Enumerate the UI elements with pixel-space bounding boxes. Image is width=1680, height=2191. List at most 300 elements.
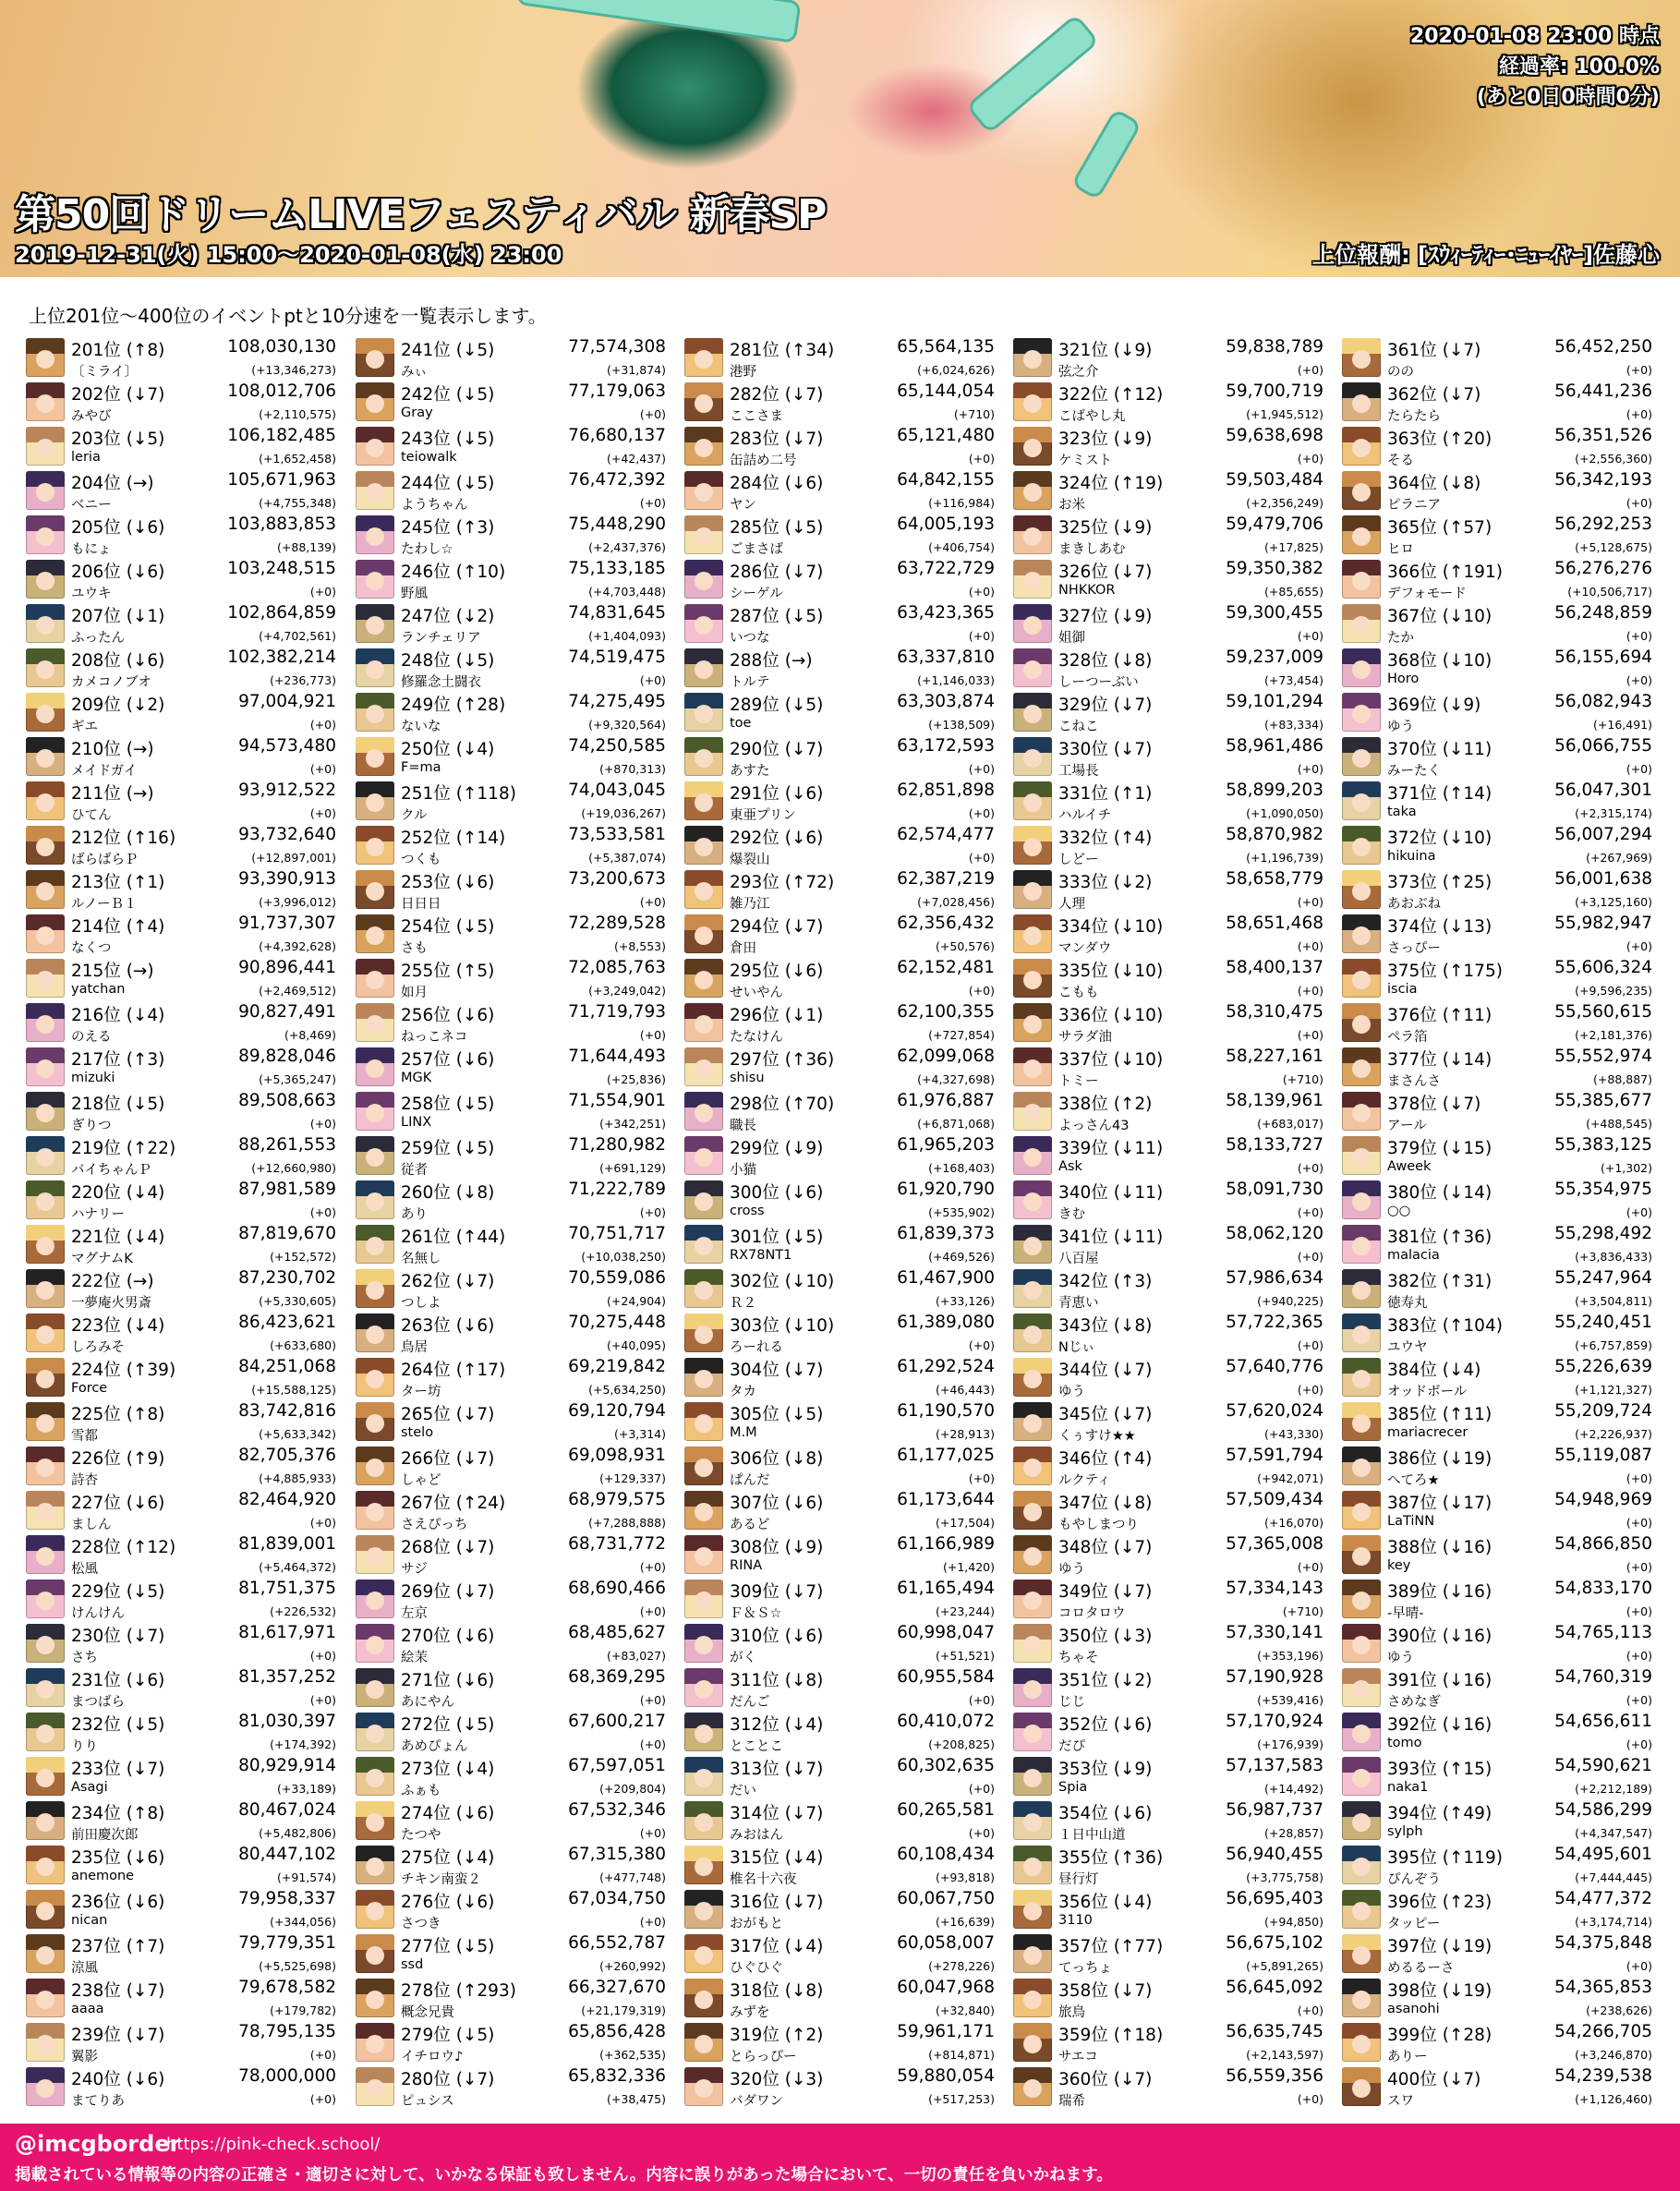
- avatar: [684, 737, 723, 776]
- ten-minute-speed: (+0): [1626, 1959, 1652, 1973]
- ranking-row: [24, 1223, 340, 1267]
- player-name: コロタロウ: [1058, 1606, 1126, 1621]
- ten-minute-speed: (+5,891,265): [1246, 1959, 1323, 1973]
- ranking-column: [1340, 336, 1656, 2110]
- event-points: 55,552,974: [1554, 1047, 1652, 1066]
- avatar: [356, 1180, 394, 1219]
- ten-minute-speed: (+83,027): [607, 1649, 666, 1663]
- event-points: 62,356,432: [897, 914, 995, 933]
- avatar: [26, 693, 65, 732]
- rank-label: 226位 (↑9): [71, 1449, 165, 1469]
- avatar-face: [1352, 1104, 1371, 1122]
- player-name: ろーれる: [730, 1340, 783, 1355]
- event-points: 57,986,634: [1226, 1268, 1323, 1288]
- avatar-face: [1023, 1813, 1042, 1832]
- avatar-face: [1352, 882, 1371, 901]
- ten-minute-speed: (+0): [309, 2092, 336, 2106]
- avatar-face: [36, 1059, 54, 1078]
- ranking-row: [1011, 1489, 1327, 1533]
- avatar: [684, 382, 723, 421]
- avatar: [26, 870, 65, 909]
- event-points: 55,226,639: [1554, 1357, 1652, 1376]
- avatar-face: [1023, 1148, 1042, 1167]
- avatar-face: [366, 572, 384, 590]
- player-name: ギエ: [71, 720, 98, 734]
- avatar-face: [695, 1813, 713, 1832]
- avatar-face: [1023, 1281, 1042, 1300]
- footer-url[interactable]: https://pink-check.school/: [166, 2135, 381, 2154]
- avatar: [26, 1979, 65, 2017]
- avatar: [356, 1047, 394, 1086]
- event-points: 56,082,943: [1554, 692, 1652, 711]
- event-points: 81,030,397: [238, 1712, 336, 1731]
- player-name: てっちょ: [1058, 1961, 1112, 1976]
- rank-label: 312位 (↓4): [730, 1715, 824, 1735]
- rank-label: 376位 (↑11): [1387, 1006, 1493, 1025]
- ranking-row: [1340, 1179, 1656, 1223]
- rank-label: 210位 (→): [71, 740, 154, 759]
- ranking-row: [354, 1400, 670, 1445]
- rank-label: 222位 (→): [71, 1272, 154, 1291]
- event-points: 56,001,638: [1554, 869, 1652, 889]
- avatar-face: [695, 350, 713, 369]
- player-name: Gray: [401, 406, 433, 420]
- event-points: 63,172,593: [897, 736, 995, 756]
- rank-label: 235位 (↓6): [71, 1848, 165, 1868]
- player-name: 概念兄貴: [401, 2005, 454, 2020]
- ranking-row: [24, 1356, 340, 1400]
- rank-label: 258位 (↓5): [401, 1095, 495, 1114]
- ten-minute-speed: (+91,574): [277, 1870, 336, 1884]
- ranking-row: [1340, 1977, 1656, 2021]
- ranking-row: [354, 1179, 670, 1223]
- event-points: 97,004,921: [238, 692, 336, 711]
- ten-minute-speed: (+4,327,698): [917, 1072, 995, 1086]
- rank-label: 364位 (↓8): [1387, 474, 1481, 493]
- ranking-row: [683, 1489, 998, 1533]
- avatar-face: [366, 616, 384, 635]
- rank-label: 399位 (↑28): [1387, 2026, 1493, 2045]
- avatar: [26, 515, 65, 554]
- rank-label: 255位 (↑5): [401, 962, 495, 981]
- avatar-face: [366, 2035, 384, 2053]
- rank-label: 392位 (↓16): [1387, 1715, 1493, 1735]
- ranking-row: [24, 868, 340, 913]
- avatar: [1342, 1313, 1381, 1352]
- player-name: ふぁも: [401, 1784, 441, 1798]
- avatar: [1013, 870, 1052, 909]
- rank-label: 359位 (↑18): [1058, 2026, 1164, 2045]
- ten-minute-speed: (+942,071): [1257, 1471, 1323, 1485]
- avatar-face: [1352, 1680, 1371, 1699]
- avatar-face: [695, 1414, 713, 1433]
- rank-label: 307位 (↓6): [730, 1494, 824, 1513]
- event-points: 56,559,356: [1226, 2066, 1323, 2086]
- event-points: 74,043,045: [568, 781, 666, 800]
- ten-minute-speed: (+710): [1282, 1072, 1323, 1086]
- rank-label: 331位 (↑1): [1058, 784, 1153, 804]
- player-name: マンダウ: [1058, 941, 1112, 956]
- player-name: あり: [401, 1207, 428, 1222]
- rank-label: 400位 (↓7): [1387, 2070, 1481, 2089]
- avatar: [356, 1269, 394, 1308]
- avatar: [1342, 1358, 1381, 1397]
- avatar-face: [36, 1503, 54, 1521]
- avatar: [26, 1092, 65, 1131]
- ranking-row: [354, 1445, 670, 1489]
- event-points: 77,179,063: [568, 381, 666, 401]
- ranking-row: [1011, 1267, 1327, 1312]
- avatar: [26, 1047, 65, 1086]
- avatar: [26, 1846, 65, 1884]
- ranking-row: [24, 780, 340, 824]
- ranking-row: [354, 1977, 670, 2021]
- event-points: 55,247,964: [1554, 1268, 1652, 1288]
- ranking-row: [24, 1090, 340, 1134]
- ranking-row: [683, 780, 998, 824]
- avatar: [1013, 1180, 1052, 1219]
- avatar: [1013, 2023, 1052, 2062]
- rank-label: 267位 (↑24): [401, 1494, 506, 1513]
- avatar-face: [36, 1680, 54, 1699]
- player-name: malacia: [1387, 1248, 1440, 1263]
- ten-minute-speed: (+0): [1626, 1516, 1652, 1530]
- player-name: きむ: [1058, 1207, 1085, 1222]
- event-points: 81,751,375: [238, 1579, 336, 1598]
- avatar-face: [1023, 616, 1042, 635]
- avatar: [684, 338, 723, 377]
- player-name: しーつーぶい: [1058, 675, 1139, 690]
- player-name: 修羅念土闘衣: [401, 675, 481, 690]
- player-name: みぃ: [401, 365, 428, 380]
- avatar-face: [1352, 1059, 1371, 1078]
- rank-label: 325位 (↓9): [1058, 518, 1153, 538]
- rank-label: 279位 (↓5): [401, 2026, 495, 2045]
- avatar-face: [36, 1148, 54, 1167]
- ranking-row: [24, 1888, 340, 1932]
- rank-label: 203位 (↓5): [71, 430, 165, 449]
- event-points: 81,617,971: [238, 1623, 336, 1642]
- player-name: 工場長: [1058, 764, 1099, 779]
- avatar: [1342, 1890, 1381, 1929]
- avatar: [1013, 515, 1052, 554]
- rank-label: 330位 (↓7): [1058, 740, 1153, 759]
- ten-minute-speed: (+2,356,249): [1246, 496, 1323, 510]
- ten-minute-speed: (+2,556,360): [1575, 452, 1652, 466]
- avatar-face: [1352, 616, 1371, 635]
- ranking-row: [1011, 425, 1327, 469]
- ranking-row: [1340, 647, 1656, 691]
- ranking-row: [354, 868, 670, 913]
- avatar: [684, 826, 723, 865]
- ten-minute-speed: (+168,403): [928, 1161, 995, 1175]
- avatar: [684, 1535, 723, 1574]
- player-name: みやび: [71, 409, 112, 424]
- ten-minute-speed: (+5,634,250): [588, 1383, 666, 1397]
- avatar-face: [1023, 2079, 1042, 2098]
- player-name: 東亜プリン: [730, 808, 796, 823]
- ranking-row: [1011, 514, 1327, 558]
- event-points: 71,644,493: [568, 1047, 666, 1066]
- ten-minute-speed: (+6,757,859): [1575, 1338, 1652, 1352]
- ten-minute-speed: (+3,174,714): [1575, 1915, 1652, 1929]
- event-points: 62,574,477: [897, 825, 995, 844]
- avatar-face: [1023, 394, 1042, 413]
- ranking-column: [1011, 336, 1327, 2110]
- avatar-face: [1023, 1459, 1042, 1477]
- ranking-row: [24, 469, 340, 514]
- avatar: [1013, 1979, 1052, 2017]
- avatar: [356, 693, 394, 732]
- event-points: 67,532,346: [568, 1800, 666, 1820]
- rank-label: 358位 (↓7): [1058, 1981, 1153, 2001]
- ranking-row: [683, 1312, 998, 1356]
- avatar-face: [695, 2035, 713, 2053]
- ten-minute-speed: (+0): [1297, 895, 1323, 909]
- rank-label: 327位 (↓9): [1058, 607, 1153, 626]
- avatar-face: [1352, 926, 1371, 945]
- avatar-face: [1023, 1104, 1042, 1122]
- player-name: しろみそ: [71, 1340, 125, 1355]
- footer: [0, 2124, 1680, 2191]
- player-name: -早晴-: [1387, 1606, 1424, 1621]
- avatar-face: [36, 439, 54, 457]
- rank-label: 287位 (↓5): [730, 607, 824, 626]
- avatar-face: [1352, 1414, 1371, 1433]
- ten-minute-speed: (+691,129): [599, 1161, 666, 1175]
- event-points: 68,731,772: [568, 1534, 666, 1554]
- event-points: 57,640,776: [1226, 1357, 1323, 1376]
- rank-label: 348位 (↓7): [1058, 1538, 1153, 1557]
- ten-minute-speed: (+342,251): [599, 1117, 666, 1131]
- ranking-row: [1340, 1711, 1656, 1755]
- event-points: 58,139,961: [1226, 1091, 1323, 1110]
- avatar: [356, 648, 394, 687]
- ten-minute-speed: (+0): [639, 1604, 666, 1618]
- event-points: 61,839,373: [897, 1224, 995, 1243]
- rank-label: 280位 (↓7): [401, 2070, 495, 2089]
- avatar-face: [1352, 1459, 1371, 1477]
- avatar: [26, 826, 65, 865]
- player-name: ゆう: [1058, 1385, 1085, 1399]
- ten-minute-speed: (+88,139): [277, 540, 336, 554]
- rank-label: 212位 (↑16): [71, 829, 176, 848]
- avatar: [1013, 471, 1052, 510]
- rank-label: 249位 (↑28): [401, 696, 506, 715]
- ranking-row: [354, 1046, 670, 1090]
- rank-label: 273位 (↓4): [401, 1760, 495, 1779]
- avatar-face: [1352, 1858, 1371, 1876]
- ten-minute-speed: (+0): [309, 1117, 336, 1131]
- avatar: [1342, 1846, 1381, 1884]
- rank-label: 262位 (↓7): [401, 1272, 495, 1291]
- rank-label: 291位 (↓6): [730, 784, 824, 804]
- ten-minute-speed: (+116,984): [928, 496, 995, 510]
- ranking-row: [24, 1977, 340, 2021]
- avatar-face: [36, 1902, 54, 1920]
- player-name: そる: [1387, 454, 1414, 468]
- ten-minute-speed: (+1,302): [1600, 1161, 1652, 1175]
- rank-label: 385位 (↑11): [1387, 1405, 1493, 1424]
- ranking-row: [1340, 913, 1656, 957]
- player-name: 爆裂山: [730, 853, 770, 867]
- ten-minute-speed: (+93,818): [936, 1870, 995, 1884]
- event-points: 82,705,376: [238, 1446, 336, 1465]
- avatar: [1013, 737, 1052, 776]
- rank-label: 201位 (↑8): [71, 341, 165, 360]
- rank-label: 244位 (↓5): [401, 474, 495, 493]
- event-points: 59,350,382: [1226, 559, 1323, 578]
- ten-minute-speed: (+13,346,273): [251, 363, 336, 377]
- player-name: 昼行灯: [1058, 1872, 1099, 1887]
- rank-label: 286位 (↓7): [730, 563, 824, 582]
- event-points: 72,289,528: [568, 914, 666, 933]
- ten-minute-speed: (+73,454): [1264, 673, 1323, 687]
- avatar-face: [366, 1946, 384, 1965]
- ranking-row: [24, 957, 340, 1001]
- avatar: [1013, 826, 1052, 865]
- player-name: マグナムK: [71, 1252, 133, 1266]
- rank-label: 272位 (↓5): [401, 1715, 495, 1735]
- ten-minute-speed: (+38,475): [607, 2092, 666, 2106]
- avatar: [684, 2067, 723, 2106]
- event-points: 61,177,025: [897, 1446, 995, 1465]
- avatar: [26, 1890, 65, 1929]
- player-name: りり: [71, 1739, 98, 1754]
- rank-label: 329位 (↓7): [1058, 696, 1153, 715]
- ranking-row: [1011, 1445, 1327, 1489]
- footer-handle[interactable]: @imcgborder: [15, 2131, 181, 2157]
- rank-label: 396位 (↑23): [1387, 1893, 1493, 1912]
- rank-label: 284位 (↓6): [730, 474, 824, 493]
- rank-label: 374位 (↓13): [1387, 917, 1493, 937]
- ranking-row: [683, 1622, 998, 1666]
- event-points: 56,940,455: [1226, 1845, 1323, 1864]
- ranking-row: [1340, 381, 1656, 425]
- ranking-row: [1011, 1223, 1327, 1267]
- avatar: [1013, 1313, 1052, 1352]
- ten-minute-speed: (+32,840): [936, 2003, 995, 2017]
- ranking-row: [1011, 1001, 1327, 1046]
- ranking-row: [683, 1223, 998, 1267]
- player-name: ひぐひぐ: [730, 1961, 783, 1976]
- ranking-row: [1011, 868, 1327, 913]
- ten-minute-speed: (+0): [1626, 363, 1652, 377]
- event-points: 68,690,466: [568, 1579, 666, 1598]
- event-points: 102,864,859: [227, 603, 336, 623]
- avatar: [26, 914, 65, 953]
- rank-label: 389位 (↓16): [1387, 1582, 1493, 1602]
- avatar-face: [366, 1015, 384, 1034]
- avatar-face: [1023, 483, 1042, 502]
- avatar-face: [366, 483, 384, 502]
- avatar-face: [366, 350, 384, 369]
- event-points: 56,066,755: [1554, 736, 1652, 756]
- rank-label: 333位 (↓2): [1058, 873, 1153, 892]
- player-name: sylph: [1387, 1824, 1423, 1839]
- ten-minute-speed: (+0): [639, 1205, 666, 1219]
- rank-label: 393位 (↑15): [1387, 1760, 1493, 1779]
- ranking-row: [1011, 1666, 1327, 1711]
- event-points: 54,266,705: [1554, 2022, 1652, 2041]
- player-name: ヤン: [730, 498, 756, 513]
- player-name: ばらばらＰ: [71, 853, 139, 867]
- status-elapsed-rate: 経過率: 100.0%: [1498, 55, 1660, 79]
- avatar: [1342, 1225, 1381, 1264]
- avatar-face: [695, 882, 713, 901]
- ranking-row: [683, 469, 998, 514]
- avatar: [1342, 1269, 1381, 1308]
- avatar-face: [366, 1813, 384, 1832]
- avatar-face: [695, 483, 713, 502]
- ten-minute-speed: (+31,874): [607, 363, 666, 377]
- event-points: 56,645,092: [1226, 1978, 1323, 1997]
- avatar-face: [366, 1636, 384, 1654]
- avatar: [356, 471, 394, 510]
- avatar-face: [1023, 749, 1042, 768]
- avatar: [1013, 1402, 1052, 1441]
- ten-minute-speed: (+40,095): [607, 1338, 666, 1352]
- player-name: ねっこネコ: [401, 1030, 468, 1045]
- ranking-row: [24, 2021, 340, 2065]
- avatar: [1013, 1491, 1052, 1530]
- rank-label: 384位 (↓4): [1387, 1361, 1481, 1380]
- avatar-face: [1023, 1680, 1042, 1699]
- ranking-row: [1011, 1977, 1327, 2021]
- ranking-row: [24, 1400, 340, 1445]
- ranking-row: [1340, 336, 1656, 381]
- player-name: たか: [1387, 631, 1414, 646]
- avatar-face: [366, 749, 384, 768]
- avatar: [26, 1801, 65, 1840]
- player-name: ○○: [1387, 1204, 1411, 1218]
- player-name: ましん: [71, 1518, 112, 1532]
- event-points: 60,998,047: [897, 1623, 995, 1642]
- rank-label: 391位 (↓16): [1387, 1671, 1493, 1690]
- ten-minute-speed: (+0): [1626, 1205, 1652, 1219]
- event-points: 55,982,947: [1554, 914, 1652, 933]
- rank-label: 230位 (↓7): [71, 1627, 165, 1646]
- ten-minute-speed: (+226,532): [270, 1604, 336, 1618]
- avatar: [684, 1180, 723, 1219]
- ten-minute-speed: (+5,633,342): [259, 1427, 336, 1441]
- ranking-row: [1011, 1622, 1327, 1666]
- player-name: 缶詰め二号: [730, 454, 797, 468]
- avatar: [684, 1491, 723, 1530]
- rank-label: 251位 (↑118): [401, 784, 516, 804]
- ten-minute-speed: (+535,902): [928, 1205, 995, 1219]
- avatar: [1342, 1180, 1381, 1219]
- ranking-row: [1340, 780, 1656, 824]
- event-points: 75,133,185: [568, 559, 666, 578]
- avatar-face: [695, 926, 713, 945]
- footer-disclaimer: 掲載されている情報等の内容の正確さ・適切さに対して、いかなる保証も致しません。内容に誤りがあった場合において、一切の責任を負いかねます。: [15, 2166, 1113, 2185]
- ranking-column: [683, 336, 998, 2110]
- avatar-face: [1023, 1547, 1042, 1566]
- ten-minute-speed: (+0): [1297, 1383, 1323, 1397]
- avatar-face: [366, 793, 384, 812]
- avatar: [356, 382, 394, 421]
- event-points: 61,965,203: [897, 1135, 995, 1155]
- player-name: RINA: [730, 1558, 763, 1573]
- player-name: NHKKOR: [1058, 583, 1116, 598]
- event-points: 56,351,526: [1554, 426, 1652, 445]
- rank-label: 305位 (↓5): [730, 1405, 824, 1424]
- event-points: 58,091,730: [1226, 1180, 1323, 1199]
- avatar: [1013, 1801, 1052, 1840]
- avatar-face: [1352, 1592, 1371, 1610]
- rank-label: 301位 (↓5): [730, 1228, 824, 1247]
